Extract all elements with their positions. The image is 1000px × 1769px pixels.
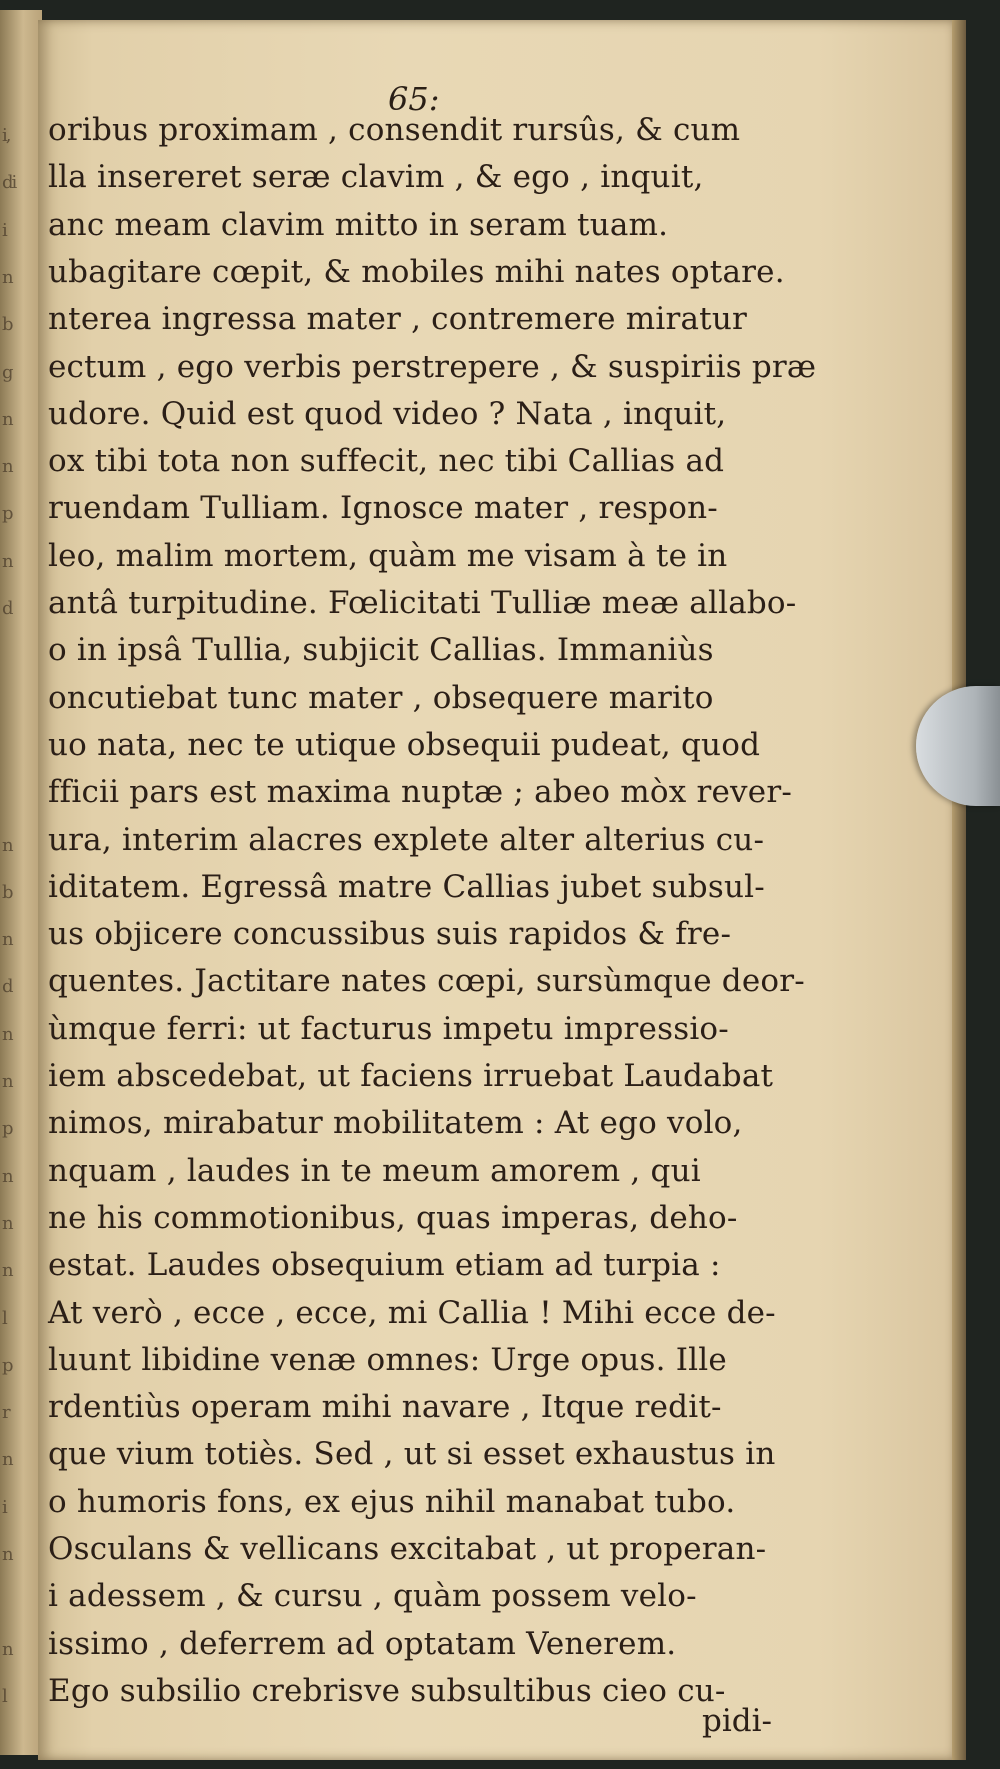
previous-page-fragment: g: [2, 361, 12, 383]
previous-page-fragment: i,: [2, 125, 10, 146]
text-line: o in ipsâ Tullia, subjicit Callias. Immaniùs: [48, 632, 714, 669]
previous-page-fragment: di: [2, 172, 16, 194]
text-line: nquam , laudes in te meum amorem , qui: [48, 1152, 701, 1189]
text-line: us objicere concussibus suis rapidos & fre-: [48, 916, 732, 953]
text-line: anc meam clavim mitto in seram tuam.: [48, 206, 669, 243]
text-line: i adessem , & cursu , quàm possem velo-: [48, 1578, 697, 1615]
text-line: ura, interim alacres explete alter alterius cu-: [48, 821, 765, 858]
previous-page-fragment: p: [2, 503, 12, 525]
text-line: At verò , ecce , ecce, mi Callia ! Mihi ecce de-: [48, 1294, 776, 1331]
text-line: ectum , ego verbis perstrepere , & suspiriis præ: [48, 348, 817, 385]
text-line: nterea ingressa mater , contremere miratur: [48, 301, 747, 338]
previous-page-fragment: p: [2, 1118, 12, 1140]
previous-page-fragment: n: [2, 1212, 12, 1234]
previous-page-fragment: n: [2, 1165, 12, 1187]
text-line: ubagitare cœpit, & mobiles mihi nates optare.: [48, 253, 785, 290]
text-line: rdentiùs operam mihi navare , Itque redit-: [48, 1389, 722, 1426]
previous-page-fragment: n: [2, 1023, 12, 1045]
text-line: fficii pars est maxima nuptæ ; abeo mòx rever-: [48, 774, 793, 811]
previous-page-fragment: b: [2, 314, 12, 336]
previous-page-fragment: b: [2, 881, 12, 903]
previous-page-fragment: d: [2, 598, 12, 619]
text-line: nimos, mirabatur mobilitatem : At ego volo,: [48, 1105, 743, 1142]
text-line: issimo , deferrem ad optatam Venerem.: [48, 1625, 677, 1662]
previous-page-fragment: l: [2, 1307, 6, 1329]
text-line: iem abscedebat, ut faciens irruebat Laudabat: [48, 1058, 774, 1094]
previous-page-fragment: n: [2, 1544, 12, 1565]
text-line: ruendam Tulliam. Ignosce mater , respon-: [48, 490, 718, 527]
text-line: quentes. Jactitare nates cœpi, sursùmque deor-: [48, 963, 805, 1000]
text-line: que vium totiès. Sed , ut si esset exhaustus in: [48, 1436, 776, 1473]
previous-page-fragment: n: [2, 266, 12, 288]
previous-page-fragment: n: [2, 456, 12, 478]
page-edge-right: [952, 20, 966, 1760]
text-line: Ego subsilio crebrisve subsultibus cieo cu-: [48, 1672, 726, 1709]
text-line: estat. Laudes obsequium etiam ad turpia :: [48, 1247, 721, 1284]
text-line: luunt libidine venæ omnes: Urge opus. Ille: [48, 1341, 727, 1378]
previous-page-fragment: n: [2, 1449, 12, 1471]
previous-page-fragment: n: [2, 550, 12, 572]
previous-page-fragment: n: [2, 929, 12, 951]
previous-page-fragment: p: [2, 1354, 12, 1376]
text-line: antâ turpitudine. Fœlicitati Tulliæ meæ allabo-: [48, 585, 797, 621]
previous-page-fragment: n: [2, 1260, 12, 1282]
previous-page-fragment: r: [2, 1402, 9, 1424]
text-line: ne his commotionibus, quas imperas, deho-: [48, 1199, 738, 1236]
text-line: Osculans & vellicans excitabat , ut properan-: [48, 1531, 767, 1567]
previous-page-fragment: l: [2, 1685, 6, 1707]
text-line: iditatem. Egressâ matre Callias jubet subsul-: [48, 868, 765, 905]
previous-page-fragment: n: [2, 1071, 12, 1092]
text-line: lla insereret seræ clavim , & ego , inquit,: [48, 159, 704, 196]
text-line: ùmque ferri: ut facturus impetu impressio-: [48, 1010, 729, 1047]
text-line: ox tibi tota non suffecit, nec tibi Callias ad: [48, 443, 725, 480]
text-line: uo nata, nec te utique obsequii pudeat, quod: [48, 726, 761, 763]
previous-page-fragment: i: [2, 219, 6, 241]
previous-page-fragment: n: [2, 408, 12, 430]
text-line: oribus proximam , consendit rursûs, & cum: [48, 112, 741, 148]
previous-page-edge: [0, 10, 42, 1755]
page-number: 65:: [388, 80, 440, 118]
catchword: pidi-: [702, 1703, 772, 1739]
previous-page-fragment: d: [2, 976, 12, 998]
previous-page-fragment: n: [2, 1638, 12, 1660]
previous-page-fragment: i: [2, 1496, 6, 1518]
text-line: udore. Quid est quod video ? Nata , inquit,: [48, 395, 727, 432]
text-line: leo, malim mortem, quàm me visam à te in: [48, 537, 728, 574]
previous-page-fragment: n: [2, 834, 12, 856]
text-line: oncutiebat tunc mater , obsequere marito: [48, 679, 714, 716]
text-line: o humoris fons, ex ejus nihil manabat tubo.: [48, 1483, 736, 1520]
